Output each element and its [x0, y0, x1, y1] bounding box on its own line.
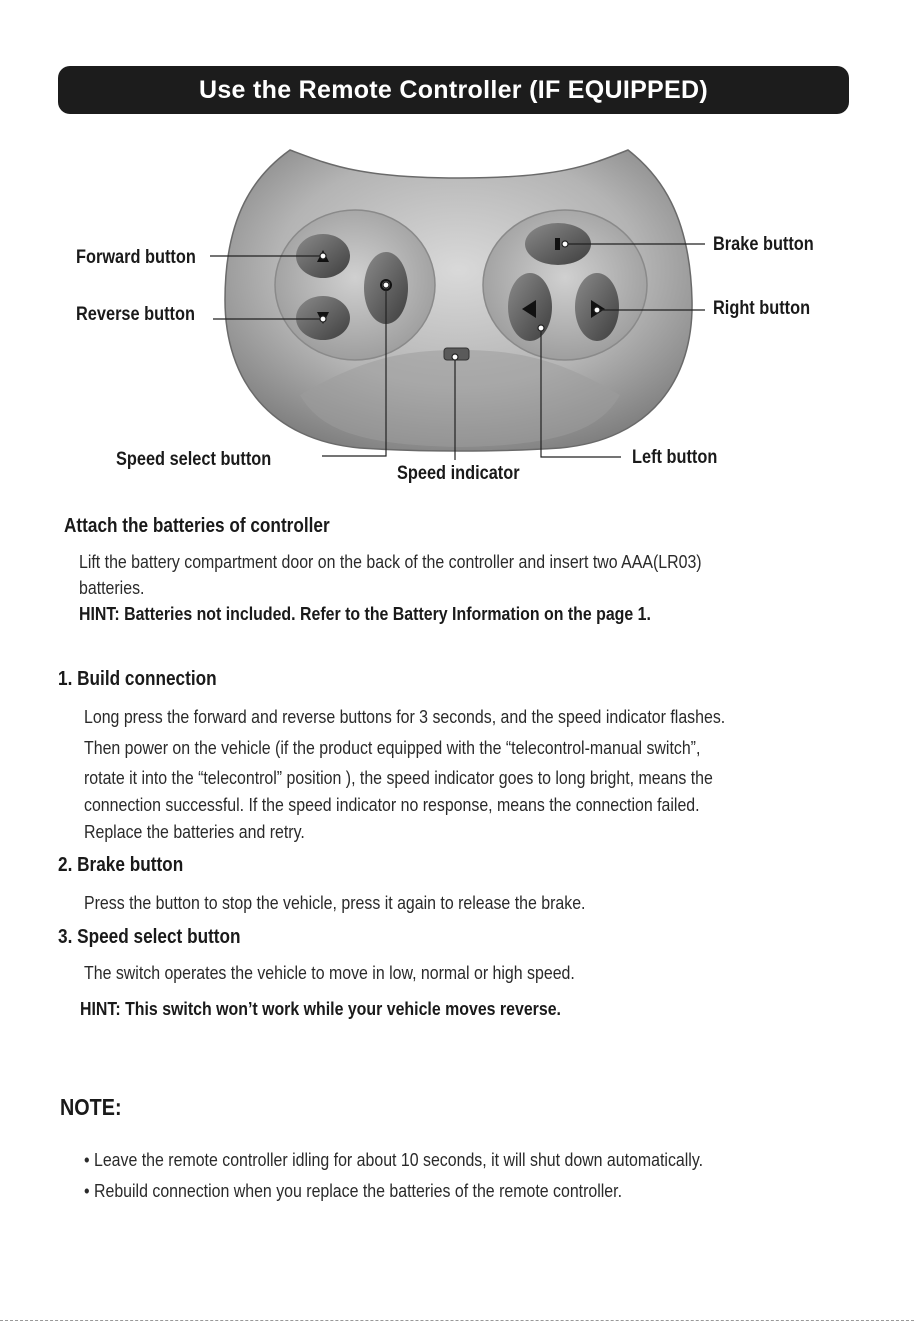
- left-pad: [275, 210, 435, 360]
- reverse-button-label: Reverse button: [76, 304, 195, 325]
- header-banner: [58, 66, 849, 114]
- speed-indicator-label: Speed indicator: [397, 463, 520, 484]
- left-button[interactable]: [508, 273, 552, 341]
- step-1-line-3: rotate it into the “telecontrol” position ), the speed indicator goes to long bright, means the: [84, 767, 713, 788]
- note-item-1: • Leave the remote controller idling for about 10 seconds, it will shut down automatically.: [84, 1149, 704, 1170]
- remote-controller-figure: [0, 130, 914, 500]
- right-button-label: Right button: [713, 298, 811, 319]
- step-3-heading: 3. Speed select button: [58, 926, 241, 948]
- step-1-line-2: Then power on the vehicle (if the product equipped with the “telecontrol-manual switch”,: [84, 737, 701, 758]
- page-title: Use the Remote Controller (IF EQUIPPED): [199, 76, 708, 104]
- step-3-hint: HINT: This switch won’t work while your vehicle moves reverse.: [80, 998, 561, 1019]
- batteries-text-2: batteries.: [79, 577, 145, 598]
- step-1-line-5: Replace the batteries and retry.: [84, 821, 305, 842]
- batteries-heading: Attach the batteries of controller: [64, 515, 330, 537]
- step-1-heading: 1. Build connection: [58, 668, 217, 690]
- forward-button-label: Forward button: [76, 247, 196, 268]
- step-1-line-1: Long press the forward and reverse buttons for 3 seconds, and the speed indicator flashes.: [84, 706, 726, 727]
- batteries-text-1: Lift the battery compartment door on the back of the controller and insert two AAA(LR03): [79, 551, 702, 572]
- speed-select-label: Speed select button: [116, 449, 272, 470]
- step-2-heading: 2. Brake button: [58, 854, 184, 876]
- batteries-hint: HINT: Batteries not included. Refer to the Battery Information on the page 1.: [79, 603, 651, 624]
- step-3-line-1: The switch operates the vehicle to move in low, normal or high speed.: [84, 962, 575, 983]
- note-item-2: • Rebuild connection when you replace the batteries of the remote controller.: [84, 1180, 622, 1201]
- brake-button-label: Brake button: [713, 234, 814, 255]
- step-1-line-4: connection successful. If the speed indicator no response, means the connection failed.: [84, 794, 700, 815]
- left-button-label: Left button: [632, 447, 718, 468]
- step-2-line-1: Press the button to stop the vehicle, press it again to release the brake.: [84, 892, 586, 913]
- note-title: NOTE:: [60, 1094, 122, 1120]
